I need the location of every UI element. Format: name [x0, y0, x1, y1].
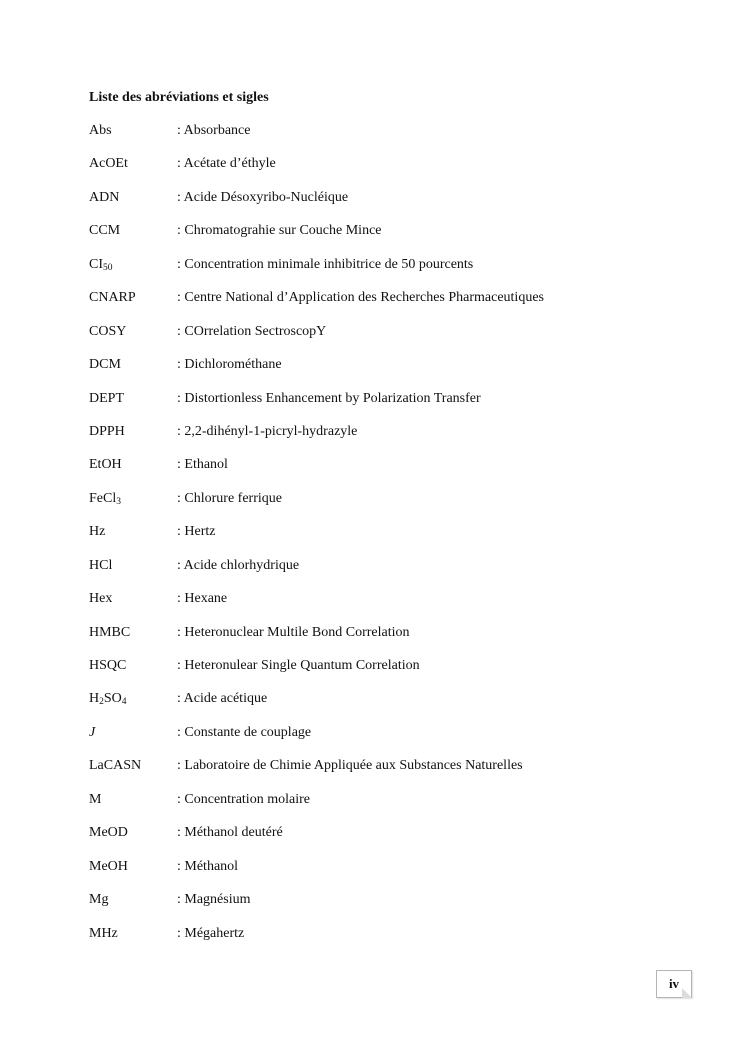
abbreviation: MHz — [89, 925, 118, 941]
abbreviation — [89, 256, 177, 277]
definition: : Constante de couplage — [177, 724, 312, 740]
list-item — [89, 189, 689, 222]
list-item — [89, 557, 689, 590]
abbreviation: HCl — [89, 557, 113, 573]
list-item — [89, 724, 689, 757]
abbreviation: EtOH — [89, 457, 122, 473]
list-item — [89, 523, 689, 556]
list-item — [89, 122, 689, 155]
abbreviation-main: FeCl — [89, 490, 117, 506]
definition: : Ethanol — [177, 457, 228, 473]
definition: : Laboratoire de Chimie Appliquée aux Substances Naturelles — [177, 758, 523, 774]
abbreviation-main: CI — [89, 256, 103, 272]
abbreviation: CCM — [89, 223, 121, 239]
definition: : Heteronulear Single Quantum Correlation — [177, 658, 420, 673]
page-title: Liste des abréviations et sigles — [89, 90, 269, 105]
list-item — [89, 390, 689, 423]
definition: : Hexane — [177, 591, 228, 607]
abbreviation: MeOD — [89, 825, 128, 841]
list-item — [89, 791, 689, 824]
definition: : Chlorure ferrique — [177, 490, 282, 506]
abbreviation: Abs — [89, 123, 112, 138]
list-item — [89, 824, 689, 857]
list-item — [89, 690, 689, 723]
definition: : Concentration molaire — [177, 791, 310, 807]
list-item — [89, 356, 689, 389]
list-item — [89, 323, 689, 356]
definition: : Hertz — [177, 524, 216, 540]
list-item — [89, 858, 689, 891]
list-item — [89, 490, 689, 523]
abbreviation — [89, 490, 177, 511]
list-item — [89, 590, 689, 623]
list-item — [89, 891, 689, 924]
definition: : Centre National d’Application des Recherches Pharmaceutiques — [177, 290, 544, 306]
abbreviation — [89, 690, 177, 711]
list-item — [89, 222, 689, 255]
abbreviation-subscript: 50 — [103, 262, 113, 273]
abbreviation: M — [89, 791, 102, 807]
list-item — [89, 456, 689, 489]
abbreviation: J — [89, 724, 96, 740]
abbreviation: MeOH — [89, 858, 128, 874]
definition: : Concentration minimale inhibitrice de 50 pourcents — [177, 256, 474, 272]
abbreviation-list — [89, 122, 689, 958]
definition: : Acide acétique — [177, 691, 268, 707]
list-item — [89, 925, 689, 958]
definition: : Absorbance — [177, 123, 251, 138]
list-item — [89, 657, 689, 690]
abbreviation: CNARP — [89, 290, 136, 306]
abbreviation-subscript: 4 — [121, 697, 127, 708]
list-item — [89, 289, 689, 322]
page-number: iv — [668, 976, 680, 991]
definition: : Distortionless Enhancement by Polarization Transfer — [177, 390, 481, 406]
abbreviation-part: SO — [103, 691, 122, 707]
abbreviation: DCM — [89, 357, 121, 373]
definition: : Acide chlorhydrique — [177, 557, 300, 573]
abbreviation: Hz — [89, 524, 106, 540]
list-item — [89, 757, 689, 790]
abbreviation-subscript: 3 — [116, 496, 121, 507]
abbreviation: HMBC — [89, 624, 131, 640]
abbreviation: AcOEt — [89, 156, 128, 172]
page-curl-decoration — [682, 988, 692, 998]
abbreviation: Mg — [89, 892, 109, 908]
definition: : Acétate d’éthyle — [177, 156, 276, 172]
abbreviation: ADN — [89, 189, 120, 205]
definition: : Dichlorométhane — [177, 357, 282, 373]
definition: : Heteronuclear Multile Bond Correlation — [177, 624, 410, 640]
definition: : 2,2-dihényl-1-picryl-hydrazyle — [177, 423, 358, 439]
abbreviation-subscript: 2 — [99, 697, 104, 708]
definition: : Chromatograhie sur Couche Mince — [177, 223, 382, 239]
abbreviation: Hex — [89, 591, 113, 607]
page-number-box — [656, 970, 692, 998]
definition: : Mégahertz — [177, 925, 245, 941]
definition: : Méthanol deutéré — [177, 825, 283, 841]
abbreviation: DPPH — [89, 423, 125, 439]
definition: : Magnésium — [177, 892, 251, 908]
list-item — [89, 155, 689, 188]
list-item — [89, 624, 689, 657]
abbreviation: HSQC — [89, 658, 127, 673]
abbreviation: LaCASN — [89, 758, 142, 774]
definition: : Acide Désoxyribo-Nucléique — [177, 189, 349, 205]
abbreviation: COSY — [89, 323, 127, 339]
abbreviation: DEPT — [89, 390, 124, 406]
definition: : COrrelation SectroscopY — [177, 323, 327, 339]
list-item — [89, 423, 689, 456]
list-item — [89, 256, 689, 289]
abbreviation-part: H — [89, 691, 100, 707]
definition: : Méthanol — [177, 858, 239, 874]
